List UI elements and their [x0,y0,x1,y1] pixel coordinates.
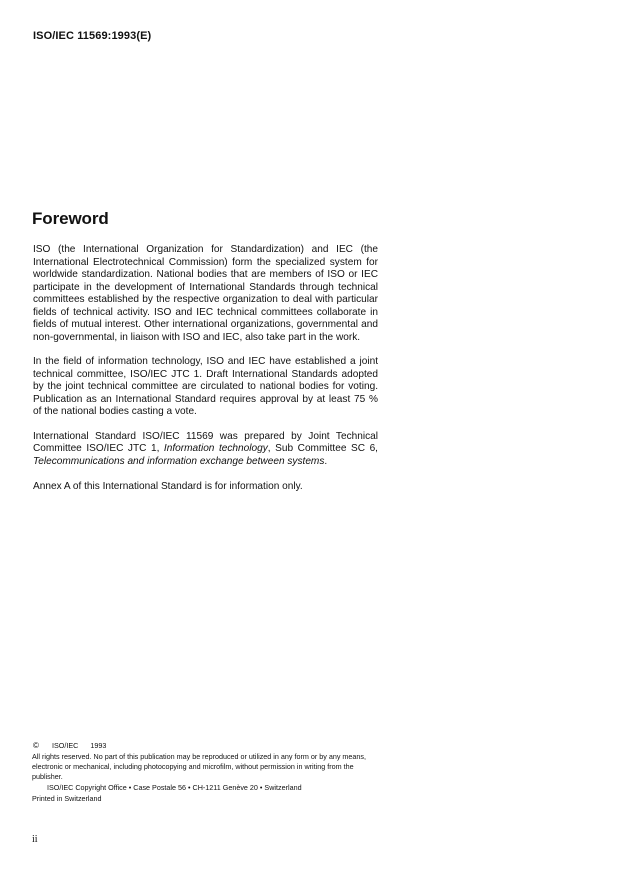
document-header: ISO/IEC 11569:1993(E) [33,30,152,42]
annex-note: Annex A of this International Standard is for information only. [33,480,303,492]
foreword-paragraph: In the field of information technology, ISO and IEC have established a joint technical committee, ISO/IEC JTC 1. Draft International Standards adopted by the joint technical committee are circulated to national bodies for voting. Publication as an International Standard requires approval by at least 75 % of the national bodies casting a vote. [33,356,378,418]
paragraph-text: , Sub Committee SC 6, [267,443,378,455]
foreword-body [33,244,378,505]
copyright-notice: All rights reserved. No part of this publication may be reproduced or utilized in any form or by any means, electronic or mechanical, including photocopying and microfilm, without permission in writing from the publisher. [32,752,366,781]
paragraph-text: . [324,455,328,467]
page-number: ii [32,834,38,845]
copyright-block [32,741,377,804]
page-title: Foreword [32,209,109,228]
copyright-office: ISO/IEC Copyright Office • Case Postale 56 • CH-1211 Genève 20 • Switzerland [47,783,302,792]
copyright-year: 1993 [90,741,107,750]
foreword-paragraph [33,431,378,469]
foreword-paragraph: ISO (the International Organization for Standardization) and IEC (the International Electrotechnical Commission) form the specialized system for worldwide standardization. National bodies that are members of ISO or IEC participate in the development of International Standards through technical committees established by the respective organization to deal with particular fields of technical activity. ISO and IEC technical committees collaborate in fields of mutual interest. Other international organizations, governmental and non-governmental, in liaison with ISO and IEC, also take part in the work. [33,244,378,343]
paragraph-italic-text: Information technology [163,443,268,455]
printed-location: Printed in Switzerland [32,794,102,803]
paragraph-text: International Standard ISO/IEC 11569 was prepared by Joint Technical Committee ISO/IEC JTC 1, [33,430,378,455]
copyright-icon: © [33,741,39,750]
paragraph-italic-text: Telecommunications and information exchange between systems [33,455,325,467]
copyright-holder: ISO/IEC [52,741,79,750]
copyright-head [32,741,377,751]
